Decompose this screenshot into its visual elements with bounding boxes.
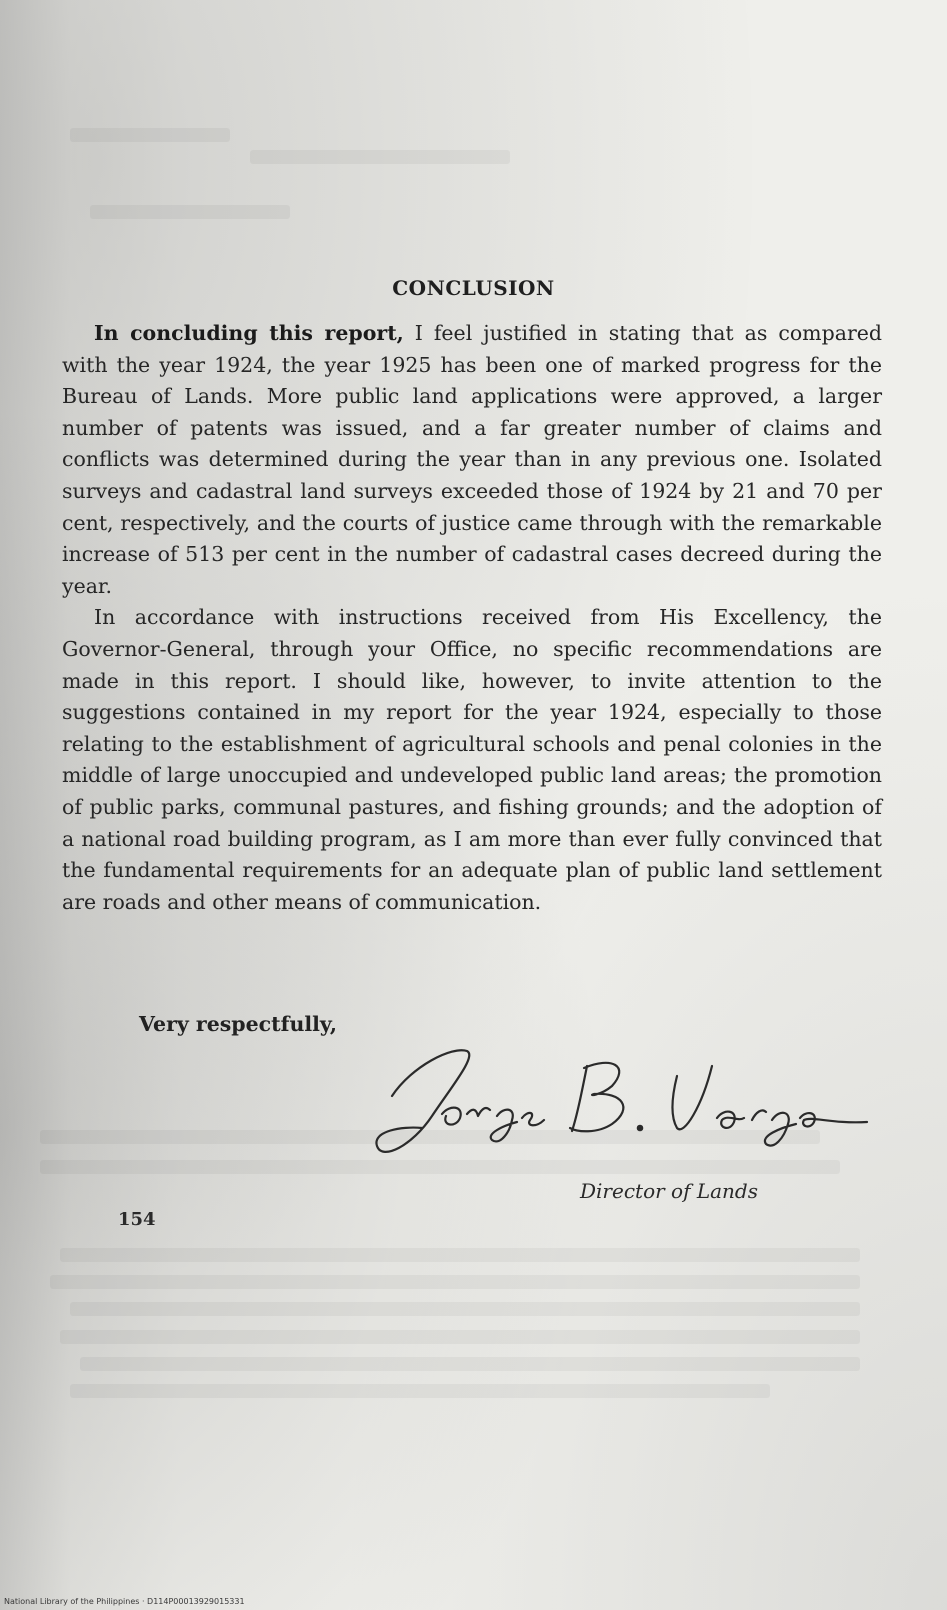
- paragraph-1-lead: In concluding this report,: [94, 321, 404, 345]
- bleed-through-mark: [60, 1248, 860, 1262]
- closing-salutation: Very respectfully,: [139, 1012, 338, 1036]
- paragraph-2: In accordance with instructions received from His Excellency, the Governor-General, through your Office, no specific recommendations are made in this report. I should like, however, to invite attention to the suggestions contained in my report for the year 1924, especially to those relating to the establishment of agricultural schools and penal colonies in the middle of large unoccupied and undeveloped public land areas; the promotion of public parks, communal pastures, and fishing grounds; and the adoption of a national road building program, as I am more than ever fully convinced that the fundamental requirements for an adequate plan of public land settlement are roads and other means of communication.: [62, 605, 882, 914]
- section-heading: CONCLUSION: [392, 276, 555, 300]
- bleed-through-mark: [80, 1357, 860, 1371]
- signatory-title: Director of Lands: [580, 1179, 758, 1203]
- bleed-through-mark: [70, 1384, 770, 1398]
- bleed-through-mark: [250, 150, 510, 164]
- bleed-through-mark: [60, 1330, 860, 1344]
- paragraph-1: [62, 318, 882, 602]
- bleed-through-mark: [70, 1302, 860, 1316]
- paragraph-1-text: I feel justified in stating that as compared with the year 1924, the year 1925 has been one of marked progress for the Bureau of Lands. More public land applications were approved, a larger number of patents was issued, and a far greater number of claims and conflicts was determined during the year than in any previous one. Isolated surveys and cadastral land surveys exceeded those of 1924 by 21 and 70 per cent, respectively, and the courts of justice came through with the remarkable increase of 513 per cent in the number of cadastral cases decreed during the year.: [62, 321, 882, 598]
- page-number: 154: [118, 1209, 156, 1230]
- bleed-through-mark: [90, 205, 290, 219]
- bleed-through-mark: [50, 1275, 860, 1289]
- handwritten-signature: [372, 1036, 872, 1166]
- body-text: [62, 318, 882, 918]
- scan-credit: National Library of the Philippines · D114P00013929015331: [4, 1597, 245, 1606]
- bleed-through-mark: [70, 128, 230, 142]
